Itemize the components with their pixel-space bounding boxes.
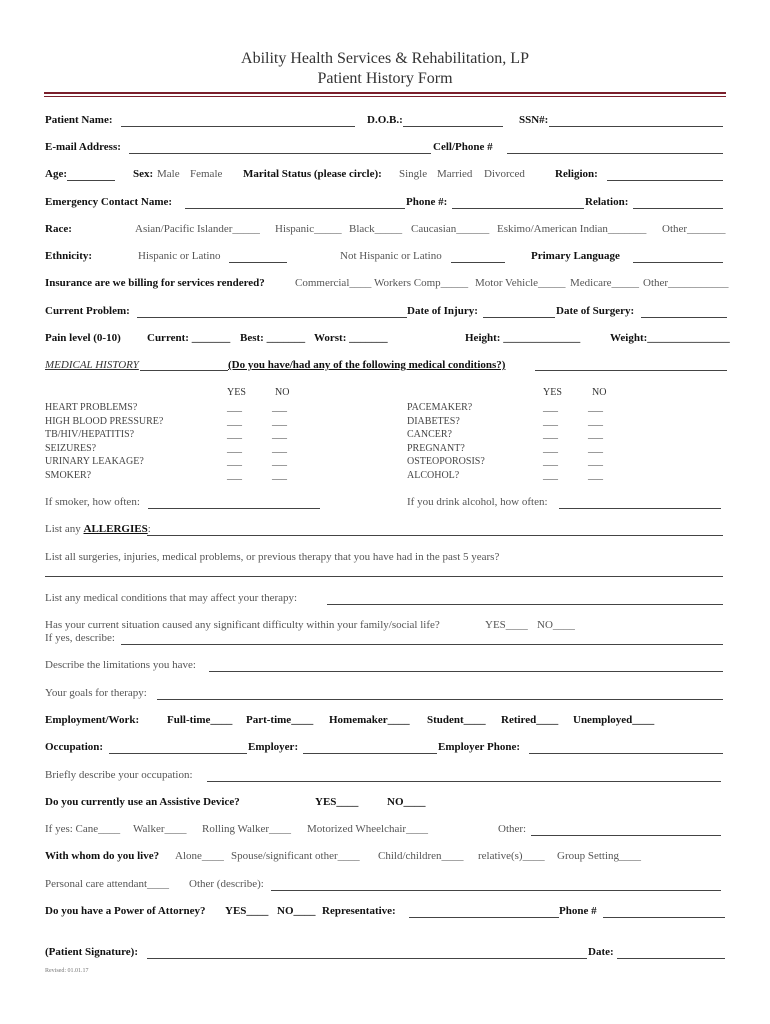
left-yes-blank-6[interactable]: ___ bbox=[227, 469, 242, 481]
row-describe-occupation bbox=[45, 769, 727, 785]
row-goals bbox=[45, 687, 727, 703]
employment-unemployed-option[interactable]: Unemployed____ bbox=[573, 714, 655, 726]
employment-retired-option[interactable]: Retired____ bbox=[501, 714, 559, 726]
header-rule-thin bbox=[44, 96, 726, 97]
difficulty-describe-label: If yes, describe: bbox=[45, 632, 115, 644]
race-hispanic-option[interactable]: Hispanic_____ bbox=[275, 223, 342, 235]
limitations-field[interactable] bbox=[209, 659, 723, 672]
medical-heading-rule bbox=[140, 359, 228, 371]
right-yes-header: YES bbox=[543, 387, 562, 398]
right-conditions-list bbox=[407, 401, 485, 482]
date-of-surgery-label: Date of Surgery: bbox=[556, 305, 635, 317]
row-occupation bbox=[45, 741, 727, 757]
race-label: Race: bbox=[45, 223, 72, 235]
cell-label: Cell/Phone # bbox=[433, 141, 493, 153]
goals-field[interactable] bbox=[157, 687, 723, 700]
smoker-field[interactable] bbox=[148, 496, 320, 509]
occupation-field[interactable] bbox=[109, 741, 247, 754]
assistive-yes-option[interactable]: YES____ bbox=[315, 796, 359, 808]
email-field[interactable] bbox=[129, 141, 431, 154]
describe-occupation-label: Briefly describe your occupation: bbox=[45, 769, 193, 781]
right-yes-column bbox=[543, 401, 558, 482]
right-condition-item-2: DIABETES? bbox=[407, 415, 460, 427]
current-problem-field[interactable] bbox=[137, 305, 407, 318]
left-condition-item-5: URINARY LEAKAGE? bbox=[45, 456, 144, 467]
row-medical-history-heading bbox=[45, 359, 727, 375]
pain-best-field[interactable]: Best: _______ bbox=[240, 332, 306, 344]
insurance-medicare-option[interactable]: Medicare_____ bbox=[570, 277, 640, 289]
allergies-prefix: List any bbox=[45, 523, 84, 535]
left-yes-header: YES bbox=[227, 387, 246, 398]
left-no-blank-2[interactable]: ___ bbox=[272, 415, 287, 427]
right-no-blank-4[interactable]: ___ bbox=[588, 442, 603, 454]
row-power-of-attorney bbox=[45, 905, 727, 921]
email-label: E-mail Address: bbox=[45, 141, 121, 153]
row-insurance bbox=[45, 277, 727, 293]
left-yes-column bbox=[227, 401, 242, 482]
insurance-commercial-option[interactable]: Commercial____ bbox=[295, 277, 372, 289]
allergies-field[interactable] bbox=[147, 523, 723, 536]
difficulty-no-option[interactable]: NO____ bbox=[537, 619, 575, 631]
poa-phone-field[interactable] bbox=[603, 905, 725, 918]
employment-student-option[interactable]: Student____ bbox=[427, 714, 486, 726]
emergency-phone-field[interactable] bbox=[452, 196, 584, 209]
surgeries-field[interactable] bbox=[45, 564, 723, 577]
emergency-phone-label: Phone #: bbox=[406, 196, 448, 208]
representative-field[interactable] bbox=[409, 905, 559, 918]
emergency-contact-label: Emergency Contact Name: bbox=[45, 196, 173, 208]
left-condition-item-4: SEIZURES? bbox=[45, 442, 97, 454]
row-email bbox=[45, 141, 727, 157]
employment-fulltime-option[interactable]: Full-time____ bbox=[167, 714, 233, 726]
describe-occupation-field[interactable] bbox=[207, 769, 721, 782]
left-condition-item-2: HIGH BLOOD PRESSURE? bbox=[45, 415, 164, 427]
relation-field[interactable] bbox=[633, 196, 723, 209]
language-label: Primary Language bbox=[531, 250, 620, 262]
allergies-word: ALLERGIES bbox=[83, 523, 148, 535]
attendant-option[interactable]: Personal care attendant____ bbox=[45, 878, 170, 890]
allergies-suffix: : bbox=[147, 523, 151, 535]
difficulty-label: Has your current situation caused any significant difficulty within your family/social life? bbox=[45, 619, 440, 631]
left-no-blank-6[interactable]: ___ bbox=[272, 469, 287, 481]
row-live-with bbox=[45, 850, 727, 866]
race-black-option[interactable]: Black_____ bbox=[349, 223, 403, 235]
employment-homemaker-option[interactable]: Homemaker____ bbox=[329, 714, 410, 726]
live-alone-option[interactable]: Alone____ bbox=[175, 850, 224, 862]
ssn-label: SSN#: bbox=[519, 114, 549, 126]
row-current-problem bbox=[45, 305, 727, 321]
row-smoker bbox=[45, 496, 727, 512]
race-asian-option[interactable]: Asian/Pacific Islander_____ bbox=[135, 223, 260, 235]
representative-label: Representative: bbox=[322, 905, 396, 917]
sex-female-option[interactable]: Female bbox=[190, 168, 223, 180]
right-no-blank-6[interactable]: ___ bbox=[588, 469, 603, 481]
religion-field[interactable] bbox=[607, 168, 723, 181]
cell-field[interactable] bbox=[507, 141, 723, 154]
employment-parttime-option[interactable]: Part-time____ bbox=[246, 714, 314, 726]
assistive-device-label: Do you currently use an Assistive Device? bbox=[45, 796, 240, 808]
attendant-other-label: Other (describe): bbox=[189, 878, 264, 890]
row-employment bbox=[45, 714, 727, 730]
limitations-label: Describe the limitations you have: bbox=[45, 659, 196, 671]
conditions-field[interactable] bbox=[327, 592, 723, 605]
age-field[interactable] bbox=[67, 168, 115, 181]
conditions-label: List any medical conditions that may affect your therapy: bbox=[45, 592, 298, 604]
ethnicity-not-hispanic-option[interactable]: Not Hispanic or Latino bbox=[340, 250, 442, 262]
date-of-injury-label: Date of Injury: bbox=[407, 305, 478, 317]
device-rolling-walker-option[interactable]: Rolling Walker____ bbox=[202, 823, 292, 835]
row-ethnicity bbox=[45, 250, 727, 266]
emergency-contact-field[interactable] bbox=[185, 196, 405, 209]
live-spouse-option[interactable]: Spouse/significant other____ bbox=[231, 850, 360, 862]
medical-question-rule bbox=[535, 359, 727, 371]
right-no-blank-5[interactable]: ___ bbox=[588, 456, 603, 467]
pain-level-label: Pain level (0-10) bbox=[45, 332, 121, 344]
date-field[interactable] bbox=[617, 946, 725, 959]
date-of-injury-field[interactable] bbox=[483, 305, 555, 318]
insurance-label: Insurance are we billing for services rendered? bbox=[45, 277, 265, 289]
row-patient-name bbox=[45, 114, 727, 130]
surgeries-label: List all surgeries, injuries, medical problems, or previous therapy that you have had in the past 5 years? bbox=[45, 551, 500, 563]
right-yes-blank-6[interactable]: ___ bbox=[543, 469, 558, 481]
left-no-blank-4[interactable]: ___ bbox=[272, 442, 287, 454]
row-attendant bbox=[45, 878, 727, 894]
marital-married-option[interactable]: Married bbox=[437, 168, 473, 180]
assistive-no-option[interactable]: NO____ bbox=[387, 796, 426, 808]
ethnicity-not-hispanic-field[interactable] bbox=[451, 250, 505, 263]
smoker-label: If smoker, how often: bbox=[45, 496, 140, 508]
header-rule bbox=[44, 92, 726, 94]
row-signature bbox=[45, 946, 727, 962]
marital-divorced-option[interactable]: Divorced bbox=[484, 168, 525, 180]
row-limitations bbox=[45, 659, 727, 675]
employer-phone-label: Employer Phone: bbox=[438, 741, 520, 753]
alcohol-field[interactable] bbox=[559, 496, 721, 509]
insurance-other-option[interactable]: Other___________ bbox=[643, 277, 729, 289]
row-devices bbox=[45, 823, 727, 839]
medical-history-question: (Do you have/had any of the following medical conditions?) bbox=[228, 359, 506, 371]
relation-label: Relation: bbox=[585, 196, 629, 208]
employer-label: Employer: bbox=[248, 741, 299, 753]
left-yes-blank-3[interactable]: ___ bbox=[227, 429, 242, 440]
live-with-label: With whom do you live? bbox=[45, 850, 160, 862]
live-child-option[interactable]: Child/children____ bbox=[378, 850, 464, 862]
right-yes-blank-3[interactable]: ___ bbox=[543, 429, 558, 440]
dob-field[interactable] bbox=[403, 114, 503, 127]
language-field[interactable] bbox=[633, 250, 723, 263]
device-other-field[interactable] bbox=[531, 823, 721, 836]
right-yes-blank-2[interactable]: ___ bbox=[543, 415, 558, 427]
right-no-blank-2[interactable]: ___ bbox=[588, 415, 603, 427]
occupation-label: Occupation: bbox=[45, 741, 104, 753]
height-field[interactable]: Height: ______________ bbox=[465, 332, 581, 344]
date-of-surgery-field[interactable] bbox=[641, 305, 727, 318]
date-label: Date: bbox=[588, 946, 614, 958]
pain-worst-field[interactable]: Worst: _______ bbox=[314, 332, 388, 344]
right-yes-blank-5[interactable]: ___ bbox=[543, 456, 558, 467]
ethnicity-hispanic-field[interactable] bbox=[229, 250, 287, 263]
form-title: Ability Health Services & Rehabilitation, LP bbox=[241, 50, 529, 67]
patient-name-label: Patient Name: bbox=[45, 114, 113, 126]
left-yes-blank-2[interactable]: ___ bbox=[227, 415, 242, 427]
revised-footer: Revised: 01.01.17 bbox=[45, 968, 89, 974]
sex-label: Sex: bbox=[133, 168, 154, 180]
race-eskimo-option[interactable]: Eskimo/American Indian_______ bbox=[497, 223, 647, 235]
right-no-column bbox=[588, 401, 603, 482]
signature-label: (Patient Signature): bbox=[45, 946, 138, 958]
race-caucasian-option[interactable]: Caucasian______ bbox=[411, 223, 490, 235]
row-assistive-device bbox=[45, 796, 727, 812]
ssn-field[interactable] bbox=[549, 114, 723, 127]
ethnicity-label: Ethnicity: bbox=[45, 250, 93, 262]
insurance-workers-comp-option[interactable]: Workers Comp_____ bbox=[374, 277, 469, 289]
left-no-blank-1[interactable]: ___ bbox=[272, 402, 287, 413]
employment-label: Employment/Work: bbox=[45, 714, 140, 726]
right-yes-blank-1[interactable]: ___ bbox=[543, 402, 558, 413]
religion-label: Religion: bbox=[555, 168, 598, 180]
difficulty-yes-option[interactable]: YES____ bbox=[485, 619, 528, 631]
right-no-blank-1[interactable]: ___ bbox=[588, 402, 603, 413]
right-condition-item-5: OSTEOPOROSIS? bbox=[407, 456, 485, 467]
left-yes-blank-4[interactable]: ___ bbox=[227, 442, 242, 454]
device-motorized-wheelchair-option[interactable]: Motorized Wheelchair____ bbox=[307, 823, 429, 835]
allergies-label bbox=[45, 523, 151, 535]
left-no-blank-5[interactable]: ___ bbox=[272, 456, 287, 467]
alcohol-label: If you drink alcohol, how often: bbox=[407, 496, 548, 508]
row-conditions bbox=[45, 592, 727, 608]
employer-field[interactable] bbox=[303, 741, 437, 754]
signature-field[interactable] bbox=[147, 946, 587, 959]
medical-history-heading: MEDICAL HISTORY bbox=[45, 359, 139, 371]
left-no-blank-3[interactable]: ___ bbox=[272, 429, 287, 440]
left-condition-item-3: TB/HIV/HEPATITIS? bbox=[45, 429, 135, 440]
left-condition-item-1: HEART PROBLEMS? bbox=[45, 402, 138, 413]
right-no-blank-3[interactable]: ___ bbox=[588, 429, 603, 440]
poa-no-option[interactable]: NO____ bbox=[277, 905, 316, 917]
row-pain-level bbox=[45, 332, 730, 348]
age-label: Age: bbox=[45, 168, 67, 180]
current-problem-label: Current Problem: bbox=[45, 305, 130, 317]
right-condition-item-6: ALCOHOL? bbox=[407, 469, 460, 481]
marital-label: Marital Status (please circle): bbox=[243, 168, 382, 180]
live-relatives-option[interactable]: relative(s)____ bbox=[478, 850, 545, 862]
device-cane-option[interactable]: If yes: Cane____ bbox=[45, 823, 121, 835]
device-walker-option[interactable]: Walker____ bbox=[133, 823, 187, 835]
goals-label: Your goals for therapy: bbox=[45, 687, 147, 699]
employer-phone-field[interactable] bbox=[529, 741, 723, 754]
left-yes-blank-5[interactable]: ___ bbox=[227, 456, 242, 467]
row-emergency-contact bbox=[45, 196, 727, 212]
poa-label: Do you have a Power of Attorney? bbox=[45, 905, 206, 917]
poa-yes-option[interactable]: YES____ bbox=[225, 905, 269, 917]
weight-field[interactable]: Weight:_______________ bbox=[610, 332, 730, 344]
right-condition-item-3: CANCER? bbox=[407, 429, 452, 440]
left-no-column bbox=[272, 401, 287, 482]
dob-label: D.O.B.: bbox=[367, 114, 403, 126]
ethnicity-hispanic-option[interactable]: Hispanic or Latino bbox=[138, 250, 221, 262]
insurance-motor-vehicle-option[interactable]: Motor Vehicle_____ bbox=[475, 277, 566, 289]
attendant-other-field[interactable] bbox=[271, 878, 721, 891]
left-condition-item-6: SMOKER? bbox=[45, 469, 92, 481]
left-yes-blank-1[interactable]: ___ bbox=[227, 402, 242, 413]
right-condition-item-1: PACEMAKER? bbox=[407, 402, 473, 413]
race-other-option[interactable]: Other_______ bbox=[662, 223, 726, 235]
row-age bbox=[45, 168, 727, 184]
difficulty-describe-field[interactable] bbox=[121, 632, 723, 645]
left-conditions-list bbox=[45, 401, 163, 482]
patient-name-field[interactable] bbox=[121, 114, 355, 127]
right-condition-item-4: PREGNANT? bbox=[407, 442, 465, 454]
row-difficulty-describe bbox=[45, 632, 727, 648]
row-race bbox=[45, 223, 727, 239]
device-other-label: Other: bbox=[498, 823, 527, 835]
form-subtitle: Patient History Form bbox=[317, 70, 453, 87]
row-surgeries-line bbox=[45, 564, 727, 580]
right-yes-blank-4[interactable]: ___ bbox=[543, 442, 558, 454]
left-no-header: NO bbox=[275, 387, 290, 398]
pain-current-field[interactable]: Current: _______ bbox=[147, 332, 231, 344]
poa-phone-label: Phone # bbox=[559, 905, 597, 917]
marital-single-option[interactable]: Single bbox=[399, 168, 428, 180]
right-no-header: NO bbox=[592, 387, 607, 398]
row-allergies bbox=[45, 523, 727, 539]
live-group-setting-option[interactable]: Group Setting____ bbox=[557, 850, 642, 862]
sex-male-option[interactable]: Male bbox=[157, 168, 180, 180]
